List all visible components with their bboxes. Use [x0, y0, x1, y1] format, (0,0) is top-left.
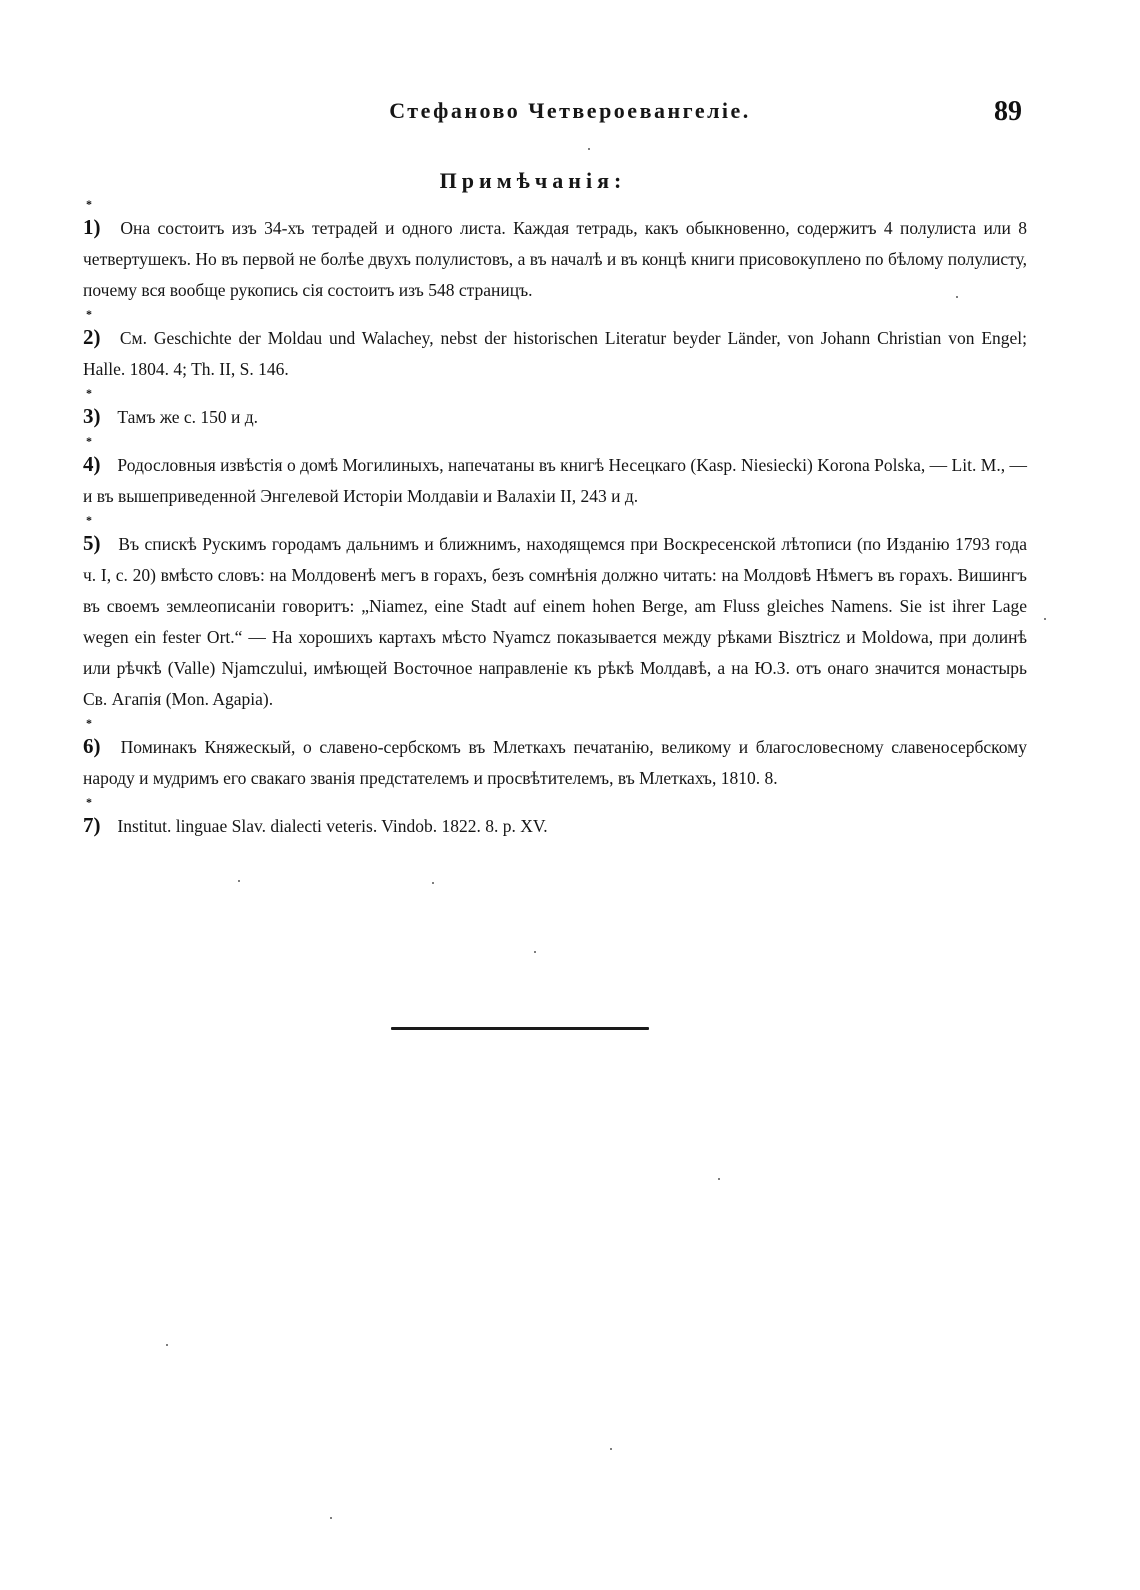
- note-1: [83, 197, 1028, 306]
- asterisk-icon: *: [86, 307, 92, 321]
- note-number: 5): [83, 531, 101, 555]
- note-4: [83, 434, 1027, 512]
- note-marker: [83, 795, 113, 841]
- note-text: Поминакъ Княжескый, о славено-сербскомъ въ Млеткахъ печатанію, великому и благословесному славеносербскому народу и мудримъ его свакаго званія предстателемъ и просвѣтителемъ, въ Млеткахъ, 1810. 8.: [83, 737, 1028, 788]
- asterisk-icon: *: [86, 513, 92, 527]
- asterisk-icon: *: [86, 197, 92, 211]
- closing-rule: [391, 1027, 649, 1030]
- page-number: 89: [994, 96, 1022, 127]
- note-marker: [83, 386, 113, 432]
- running-head: [100, 98, 1040, 134]
- note-marker: [83, 434, 113, 480]
- note-marker: [83, 513, 113, 559]
- scan-speck: [166, 1344, 168, 1346]
- scan-speck: [432, 882, 434, 884]
- note-marker: [83, 197, 113, 243]
- scan-speck: [330, 1517, 332, 1519]
- note-text: Institut. linguae Slav. dialecti veteris. Vindob. 1822. 8. p. XV.: [117, 816, 548, 836]
- note-7: [83, 795, 1027, 842]
- scan-speck: [610, 1448, 612, 1450]
- note-5: [83, 513, 1028, 715]
- scan-speck: [588, 148, 590, 150]
- note-3: [83, 386, 1027, 433]
- note-2: [83, 307, 1027, 385]
- notes-heading: Примѣчанія:: [439, 168, 627, 193]
- notes-list: [83, 197, 1028, 858]
- scan-speck: [956, 296, 958, 298]
- note-text: Въ спискѣ Рускимъ городамъ дальнимъ и ближнимъ, находящемся при Воскресенской лѣтописи (по Изданію 1793 года ч. I, с. 20) вмѣсто словъ: на Молдовенѣ мегъ в горахъ, безъ сомнѣнія должно читать: на Молдовѣ Нѣмегъ въ горахъ. Вишингъ въ своемъ землеописаніи говоритъ: „Niamez, eine Stadt auf einem hohen Berge, am Fluss gleiches Namens. Sie ist ihrer Lage wegen ein fester Ort.“ — На хорошихъ картахъ мѣсто Nyamcz показывается между рѣками Bisztricz и Moldowa, при долинѣ или рѣчкѣ (Valle) Njamczului, имѣющей Восточное направленіе къ рѣкѣ Молдавѣ, а на Ю.З. отъ онаго значится монастырь Св. Агапія (Mon. Agapia).: [83, 534, 1028, 709]
- note-number: 1): [83, 215, 101, 239]
- note-marker: [83, 307, 113, 353]
- note-text: Она состоитъ изъ 34-хъ тетрадей и одного листа. Каждая тетрадь, какъ обыкновенно, содержитъ 4 полулиста или 8 четвертушекъ. Но въ первой не болѣе двухъ полулистовъ, а въ началѣ и въ концѣ книги присовокуплено по бѣлому полулисту, почему вся вообще рукопись сія состоитъ изъ 548 страницъ.: [83, 218, 1028, 300]
- running-title: Стефаново Четвероевангеліе.: [389, 98, 751, 123]
- scan-speck: [534, 951, 536, 953]
- scan-speck: [238, 880, 240, 882]
- note-text: См. Geschichte der Moldau und Walachey, nebst der historischen Literatur beyder Länder, von Johann Christian von Engel; Halle. 1804. 4; Th. II, S. 146.: [83, 328, 1027, 379]
- scan-speck: [1044, 618, 1046, 620]
- note-text: Родословныя извѣстія о домѣ Могилиныхъ, напечатаны въ книгѣ Несецкаго (Kasp. Niesiecki) Korona Polska, — Lit. M., — и въ вышеприведенной Энгелевой Исторіи Молдавіи и Валахіи II, 243 и д.: [83, 455, 1027, 506]
- note-number: 6): [83, 734, 101, 758]
- asterisk-icon: *: [86, 434, 92, 448]
- note-6: [83, 716, 1028, 794]
- note-marker: [83, 716, 113, 762]
- note-number: 7): [83, 813, 101, 837]
- asterisk-icon: *: [86, 716, 92, 730]
- note-number: 4): [83, 452, 101, 476]
- note-text: Тамъ же с. 150 и д.: [117, 407, 259, 427]
- asterisk-icon: *: [86, 795, 92, 809]
- note-number: 2): [83, 325, 101, 349]
- note-number: 3): [83, 404, 101, 428]
- scan-speck: [718, 1178, 720, 1180]
- asterisk-icon: *: [86, 386, 92, 400]
